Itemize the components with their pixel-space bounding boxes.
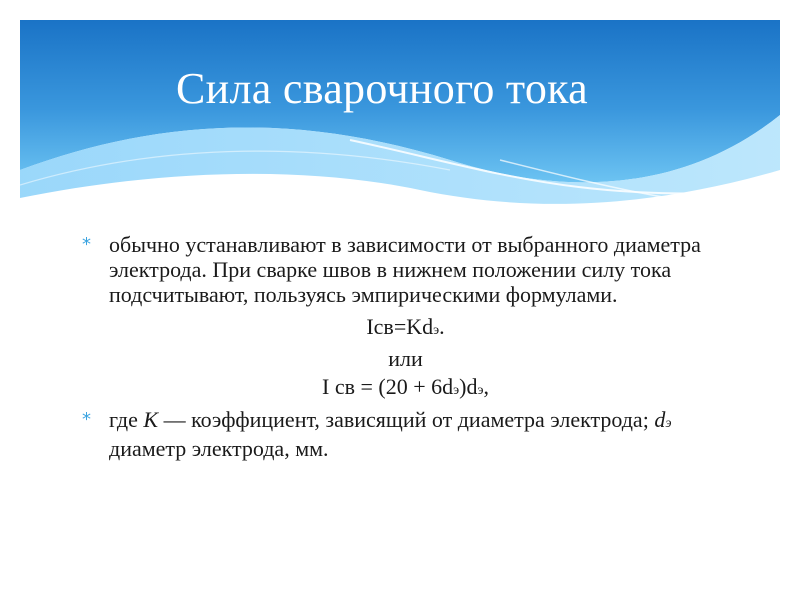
bullet-mark: * — [82, 234, 91, 255]
bullet-text-2-prefix: где — [109, 407, 144, 432]
bullet-text-2-end: диаметр электрода, мм. — [109, 436, 329, 461]
bullet-text-2-k: K — [143, 407, 159, 432]
formula-2 — [82, 373, 702, 405]
formula-2-a: I св = (20 + 6d — [322, 374, 454, 399]
bullet-item-1 — [82, 232, 702, 307]
formula-or-text: или — [388, 346, 423, 371]
formula-1-end: . — [439, 314, 445, 339]
formula-1-sub: э — [433, 323, 440, 338]
formula-2-sub-2: э — [477, 383, 484, 398]
slide-body — [82, 232, 702, 461]
header-wave-background — [20, 20, 780, 220]
formula-2-sub-1: э — [453, 383, 460, 398]
bullet-text-1: обычно устанавливают в зависимости от выбранного диаметра электрода. При сварке швов в нижнем положении силу тока подсчитывают, пользуясь эмпирическими формулами. — [109, 232, 701, 307]
slide-title: Сила сварочного тока — [176, 64, 589, 113]
bullet-text-2-d: dэ — [654, 407, 672, 432]
formula-2-end: , — [483, 374, 489, 399]
formula-or — [82, 345, 702, 373]
bullet-mark: * — [82, 409, 91, 430]
formula-1-main: Iсв=Kd — [366, 314, 434, 339]
formula-1 — [82, 313, 702, 345]
bullet-item-2 — [82, 407, 702, 461]
formula-2-b: )d — [459, 374, 478, 399]
bullet-text-2-mid: — коэффициент, зависящий от диаметра электрода; — [158, 407, 655, 432]
